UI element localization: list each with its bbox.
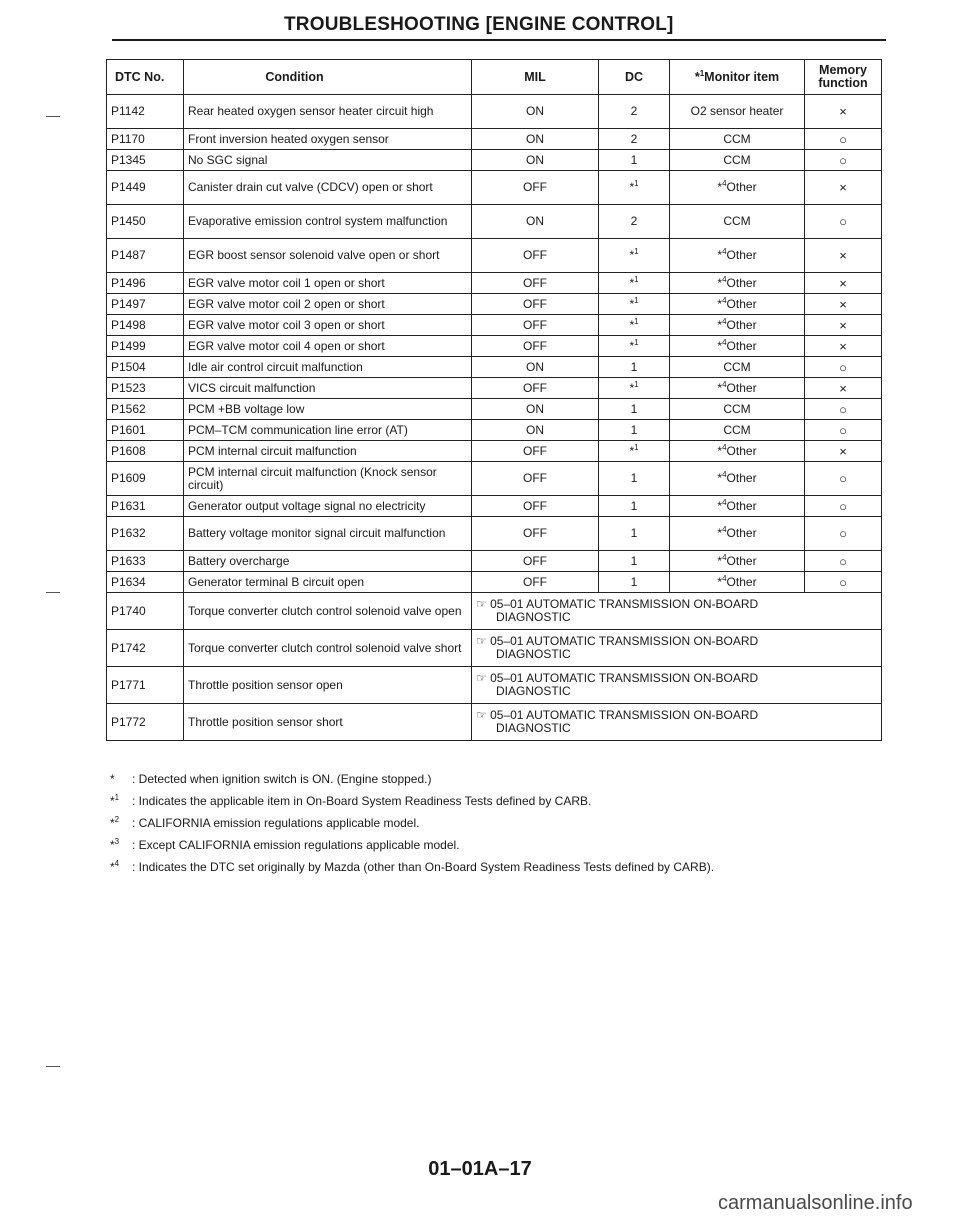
dtc-code: P1504 (107, 357, 184, 378)
diagnostic-reference (472, 593, 882, 630)
condition-text: VICS circuit malfunction (184, 378, 472, 399)
memory-function: × (805, 171, 882, 205)
diagnostic-reference (472, 667, 882, 704)
diagnostic-reference-line1: ☞ 05–01 AUTOMATIC TRANSMISSION ON-BOARD (476, 708, 759, 722)
table-row (107, 704, 882, 741)
dc-value: 1 (599, 517, 670, 551)
condition-text: Canister drain cut valve (CDCV) open or short (184, 171, 472, 205)
dc-value: *$^1$ (599, 441, 670, 462)
dtc-code: P1487 (107, 239, 184, 273)
dc-value: 1 (599, 150, 670, 171)
table-row (107, 171, 882, 205)
diagnostic-reference-line1: ☞ 05–01 AUTOMATIC TRANSMISSION ON-BOARD (476, 634, 759, 648)
condition-text: Throttle position sensor short (184, 704, 472, 741)
monitor-item: *$^4$Other (670, 378, 805, 399)
dc-value: 1 (599, 551, 670, 572)
monitor-item: CCM (670, 357, 805, 378)
table-row (107, 517, 882, 551)
memory-function: ○ (805, 572, 882, 593)
memory-function: × (805, 336, 882, 357)
memory-function: ○ (805, 496, 882, 517)
header-mil: MIL (472, 60, 599, 95)
dtc-code: P1634 (107, 572, 184, 593)
condition-text: Throttle position sensor open (184, 667, 472, 704)
monitor-item: *$^4$Other (670, 517, 805, 551)
monitor-item: CCM (670, 150, 805, 171)
dtc-code: P1450 (107, 205, 184, 239)
dc-value: *$^1$ (599, 378, 670, 399)
dtc-code: P1170 (107, 129, 184, 150)
dtc-code: P1142 (107, 95, 184, 129)
margin-mark (46, 1066, 60, 1067)
table-row (107, 441, 882, 462)
dtc-code: P1449 (107, 171, 184, 205)
memory-function: ○ (805, 357, 882, 378)
header-dc: DC (599, 60, 670, 95)
condition-text: EGR boost sensor solenoid valve open or short (184, 239, 472, 273)
header-memory-function (805, 60, 882, 95)
page-number: 01–01A–17 (428, 1158, 532, 1180)
table-row (107, 593, 882, 630)
condition-text: PCM–TCM communication line error (AT) (184, 420, 472, 441)
dtc-code: P1601 (107, 420, 184, 441)
monitor-item: CCM (670, 129, 805, 150)
diagnostic-reference-line1: ☞ 05–01 AUTOMATIC TRANSMISSION ON-BOARD (476, 597, 759, 611)
dc-value: 2 (599, 205, 670, 239)
table-row (107, 336, 882, 357)
memory-function: ○ (805, 150, 882, 171)
footnote-mark: *$^4$ (110, 859, 120, 874)
mil-status: OFF (472, 551, 599, 572)
dtc-code: P1740 (107, 593, 184, 630)
dc-value: 1 (599, 496, 670, 517)
header-monitor-item: *$^1$Monitor item (670, 60, 805, 95)
monitor-item: *$^4$Other (670, 496, 805, 517)
header-condition: Condition (184, 60, 472, 95)
monitor-item: *$^4$Other (670, 551, 805, 572)
dc-value: 2 (599, 129, 670, 150)
condition-text: Torque converter clutch control solenoid valve short (184, 630, 472, 667)
dtc-code: P1562 (107, 399, 184, 420)
mil-status: ON (472, 95, 599, 129)
mil-status: ON (472, 399, 599, 420)
memory-function: ○ (805, 551, 882, 572)
mil-status: OFF (472, 315, 599, 336)
monitor-item: O2 sensor heater (670, 95, 805, 129)
margin-mark (46, 116, 60, 117)
dtc-code: P1633 (107, 551, 184, 572)
condition-text: PCM +BB voltage low (184, 399, 472, 420)
mil-status: OFF (472, 171, 599, 205)
table-row (107, 150, 882, 171)
dtc-code: P1499 (107, 336, 184, 357)
mil-status: OFF (472, 273, 599, 294)
condition-text: Torque converter clutch control solenoid valve open (184, 593, 472, 630)
condition-text: Generator terminal B circuit open (184, 572, 472, 593)
table-row (107, 551, 882, 572)
monitor-item: *$^4$Other (670, 294, 805, 315)
monitor-item: *$^4$Other (670, 462, 805, 496)
condition-text: Idle air control circuit malfunction (184, 357, 472, 378)
dtc-code: P1498 (107, 315, 184, 336)
mil-status: ON (472, 205, 599, 239)
diagnostic-reference-line2: DIAGNOSTIC (496, 684, 571, 698)
header-memory-line1: Memory (819, 63, 867, 77)
dc-value: *$^1$ (599, 273, 670, 294)
monitor-item: *$^4$Other (670, 315, 805, 336)
table-row (107, 496, 882, 517)
dc-value: 2 (599, 95, 670, 129)
monitor-item: *$^4$Other (670, 336, 805, 357)
footnote-mark: *$^1$ (110, 793, 120, 808)
mil-status: OFF (472, 378, 599, 399)
condition-text: PCM internal circuit malfunction (Knock sensor circuit) (184, 462, 472, 496)
memory-function: × (805, 239, 882, 273)
table-row (107, 129, 882, 150)
dtc-code: P1345 (107, 150, 184, 171)
table-header-row (107, 60, 882, 95)
table-row (107, 205, 882, 239)
mil-status: ON (472, 357, 599, 378)
footnote-mark: *$^2$ (110, 815, 120, 830)
table-row (107, 294, 882, 315)
memory-function: ○ (805, 129, 882, 150)
dc-value: *$^1$ (599, 294, 670, 315)
mil-status: OFF (472, 336, 599, 357)
memory-function: × (805, 378, 882, 399)
table-row (107, 273, 882, 294)
footnote-text: : Except CALIFORNIA emission regulations applicable model. (132, 838, 460, 852)
condition-text: No SGC signal (184, 150, 472, 171)
table-row (107, 357, 882, 378)
dc-value: *$^1$ (599, 171, 670, 205)
memory-function: × (805, 95, 882, 129)
condition-text: Battery voltage monitor signal circuit malfunction (184, 517, 472, 551)
table-row (107, 462, 882, 496)
diagnostic-reference-line1: ☞ 05–01 AUTOMATIC TRANSMISSION ON-BOARD (476, 671, 759, 685)
dtc-code: P1523 (107, 378, 184, 399)
table-row (107, 315, 882, 336)
dc-value: 1 (599, 420, 670, 441)
footnote-text: : Indicates the applicable item in On-Board System Readiness Tests defined by CARB. (132, 794, 592, 808)
dtc-code: P1497 (107, 294, 184, 315)
table-row (107, 239, 882, 273)
memory-function: × (805, 294, 882, 315)
footnotes (110, 768, 870, 878)
header-dtc-no: DTC No. (107, 60, 184, 95)
table-row (107, 630, 882, 667)
footnote-text: : Indicates the DTC set originally by Mazda (other than On-Board System Readiness Tests defined by CARB). (132, 860, 715, 874)
footnote-mark: * (110, 772, 115, 786)
footnote-text: : CALIFORNIA emission regulations applicable model. (132, 816, 420, 830)
mil-status: OFF (472, 441, 599, 462)
mil-status: ON (472, 129, 599, 150)
dtc-table (106, 59, 882, 741)
memory-function: × (805, 273, 882, 294)
condition-text: EGR valve motor coil 3 open or short (184, 315, 472, 336)
memory-function: ○ (805, 462, 882, 496)
mil-status: OFF (472, 294, 599, 315)
diagnostic-reference-line2: DIAGNOSTIC (496, 647, 571, 661)
dc-value: 1 (599, 572, 670, 593)
monitor-item: CCM (670, 420, 805, 441)
condition-text: Rear heated oxygen sensor heater circuit high (184, 95, 472, 129)
memory-function: ○ (805, 420, 882, 441)
mil-status: OFF (472, 462, 599, 496)
footnote-text: : Detected when ignition switch is ON. (Engine stopped.) (132, 772, 432, 786)
memory-function: × (805, 441, 882, 462)
header-rule (112, 39, 886, 41)
table-row (107, 420, 882, 441)
table-row (107, 399, 882, 420)
condition-text: Battery overcharge (184, 551, 472, 572)
dtc-code: P1609 (107, 462, 184, 496)
diagnostic-reference (472, 630, 882, 667)
monitor-item: *$^4$Other (670, 171, 805, 205)
memory-function: × (805, 315, 882, 336)
diagnostic-reference-line2: DIAGNOSTIC (496, 721, 571, 735)
table-row (107, 378, 882, 399)
footnote (110, 856, 870, 878)
dtc-code: P1496 (107, 273, 184, 294)
condition-text: Generator output voltage signal no electricity (184, 496, 472, 517)
memory-function: ○ (805, 399, 882, 420)
monitor-item: *$^4$Other (670, 273, 805, 294)
condition-text: EGR valve motor coil 1 open or short (184, 273, 472, 294)
footnote (110, 834, 870, 856)
dtc-code: P1632 (107, 517, 184, 551)
condition-text: EGR valve motor coil 4 open or short (184, 336, 472, 357)
condition-text: EGR valve motor coil 2 open or short (184, 294, 472, 315)
mil-status: OFF (472, 517, 599, 551)
dtc-code: P1631 (107, 496, 184, 517)
footnote (110, 812, 870, 834)
table-row (107, 95, 882, 129)
condition-text: PCM internal circuit malfunction (184, 441, 472, 462)
mil-status: OFF (472, 496, 599, 517)
monitor-item: CCM (670, 205, 805, 239)
memory-function: ○ (805, 205, 882, 239)
monitor-item: *$^4$Other (670, 572, 805, 593)
dc-value: *$^1$ (599, 315, 670, 336)
mil-status: OFF (472, 239, 599, 273)
monitor-item: CCM (670, 399, 805, 420)
monitor-item: *$^4$Other (670, 239, 805, 273)
dc-value: 1 (599, 462, 670, 496)
condition-text: Evaporative emission control system malfunction (184, 205, 472, 239)
memory-function: ○ (805, 517, 882, 551)
dc-value: 1 (599, 399, 670, 420)
mil-status: OFF (472, 572, 599, 593)
dc-value: *$^1$ (599, 239, 670, 273)
watermark-text: carmanualsonline.info (718, 1192, 913, 1214)
diagnostic-reference (472, 704, 882, 741)
table-row (107, 572, 882, 593)
page-title: TROUBLESHOOTING [ENGINE CONTROL] (284, 14, 674, 35)
dc-value: *$^1$ (599, 336, 670, 357)
header-memory-line2: function (818, 76, 868, 90)
dc-value: 1 (599, 357, 670, 378)
footnote (110, 768, 870, 790)
dtc-code: P1608 (107, 441, 184, 462)
dtc-code: P1771 (107, 667, 184, 704)
mil-status: ON (472, 150, 599, 171)
dtc-code: P1742 (107, 630, 184, 667)
footnote (110, 790, 870, 812)
footnote-mark: *$^3$ (110, 837, 120, 852)
condition-text: Front inversion heated oxygen sensor (184, 129, 472, 150)
margin-mark (46, 592, 60, 593)
monitor-item: *$^4$Other (670, 441, 805, 462)
dtc-code: P1772 (107, 704, 184, 741)
mil-status: ON (472, 420, 599, 441)
table-row (107, 667, 882, 704)
diagnostic-reference-line2: DIAGNOSTIC (496, 610, 571, 624)
